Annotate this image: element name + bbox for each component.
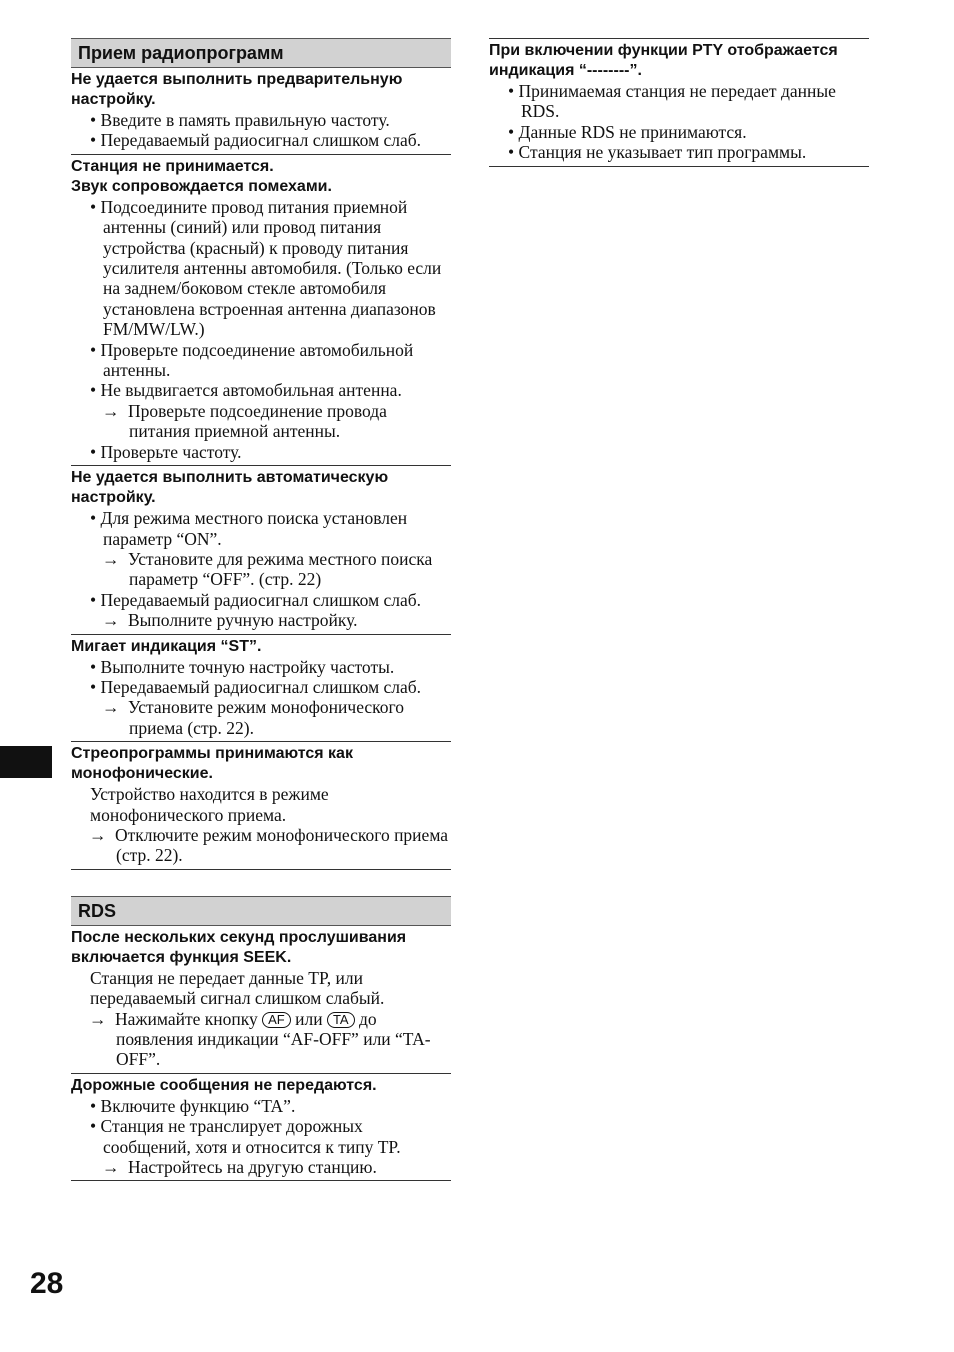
entry-seek [71, 926, 451, 1074]
af-button-label: AF [262, 1012, 291, 1028]
paragraph: Станция не передает данные TP, или передаваемый сигнал слишком слабый. [90, 967, 385, 1009]
question-heading: При включении функции PTY отображается индикация “--------”. [489, 42, 838, 79]
bullet-item: • Станция не указывает тип программы. [508, 142, 807, 163]
question-heading: Не удается выполнить автоматическую настройку. [71, 469, 389, 507]
section-tab-marker [0, 746, 52, 778]
bullet-item: • Введите в память правильную частоту. [90, 110, 390, 130]
arrow-item: → Проверьте подсоединение провода питания приемной антенны. [102, 400, 387, 442]
entry-auto-tuning [71, 466, 451, 634]
arrow-item: → Нажимайте кнопку AF или TA до появления индикации “AF-OFF” или “TA-OFF”. [89, 1008, 431, 1070]
bullet-item: • Данные RDS не принимаются. [508, 121, 747, 142]
arrow-icon: → [102, 1157, 120, 1178]
left-column [71, 38, 451, 1181]
bullet-item: • Не выдвигается автомобильная антенна. [90, 380, 402, 401]
bullet-item: • Для режима местного поиска установлен параметр “ON”. [90, 508, 408, 549]
bullet-item: • Станция не транслирует дорожных сообщений, хотя и относится к типу TP. [90, 1116, 401, 1157]
bullet-item: • Передаваемый радиосигнал слишком слаб. [90, 130, 422, 151]
question-heading: Мигает индикация “ST”. [71, 637, 262, 655]
bullet-item: • Передаваемый радиосигнал слишком слаб. [90, 676, 422, 697]
arrow-item: → Отключите режим монофонического приема (стр. 22). [89, 824, 449, 866]
arrow-icon: → [102, 610, 120, 631]
question-heading: Станция не принимается. Звук сопровождается помехами. [71, 157, 332, 195]
entry-preset-tuning [71, 68, 451, 155]
arrow-item: → Установите для режима местного поиска параметр “OFF”. (стр. 22) [102, 548, 433, 590]
question-heading: Стреопрограммы принимаются как монофонические. [71, 745, 353, 783]
right-column [489, 38, 869, 167]
question-heading: Дорожные сообщения не передаются. [71, 1076, 377, 1094]
bullet-item: • Выполните точную настройку частоты. [90, 656, 395, 677]
arrow-item: → Установите режим монофонического приема (стр. 22). [102, 697, 405, 738]
question-heading: После нескольких секунд прослушивания включается функция SEEK. [71, 928, 407, 966]
entry-stereo-mono [71, 742, 451, 870]
bullet-item: • Включите функцию “TA”. [90, 1095, 296, 1116]
bullet-item: • Проверьте частоту. [90, 441, 242, 462]
arrow-item: → Выполните ручную настройку. [102, 610, 358, 631]
arrow-item: → Настройтесь на другую станцию. [102, 1157, 377, 1178]
section-header-radio: Прием радиопрограмм [71, 38, 451, 68]
page-number: 28 [30, 1267, 64, 1300]
section-header-rds: RDS [71, 896, 451, 926]
ta-button-label: TA [327, 1012, 355, 1028]
entry-traffic [71, 1074, 451, 1182]
bullet-item: • Проверьте подсоединение автомобильной антенны. [90, 339, 414, 381]
entry-st-blinks [71, 635, 451, 743]
bullet-item: • Подсоедините провод питания приемной антенны (синий) или провод питания устройства (красный) к проводу питания усилителя антенны автомобиля. (Только если на заднем/боковом стекле автомобиля установлена встроенная антенна диапазонов FM/MW/LW.) [90, 196, 442, 340]
bullet-item: • Передаваемый радиосигнал слишком слаб. [90, 589, 422, 610]
arrow-icon: → [102, 400, 120, 421]
question-heading: Не удается выполнить предварительную настройку. [71, 71, 403, 108]
paragraph: Устройство находится в режиме монофонического приема. [90, 784, 329, 825]
bullet-item: • Принимаемая станция не передает данные RDS. [508, 81, 836, 122]
arrow-icon: → [102, 697, 120, 718]
entry-pty [489, 38, 869, 167]
arrow-icon: → [89, 1008, 107, 1029]
arrow-icon: → [89, 824, 107, 845]
entry-no-reception [71, 155, 451, 466]
arrow-icon: → [102, 548, 120, 569]
